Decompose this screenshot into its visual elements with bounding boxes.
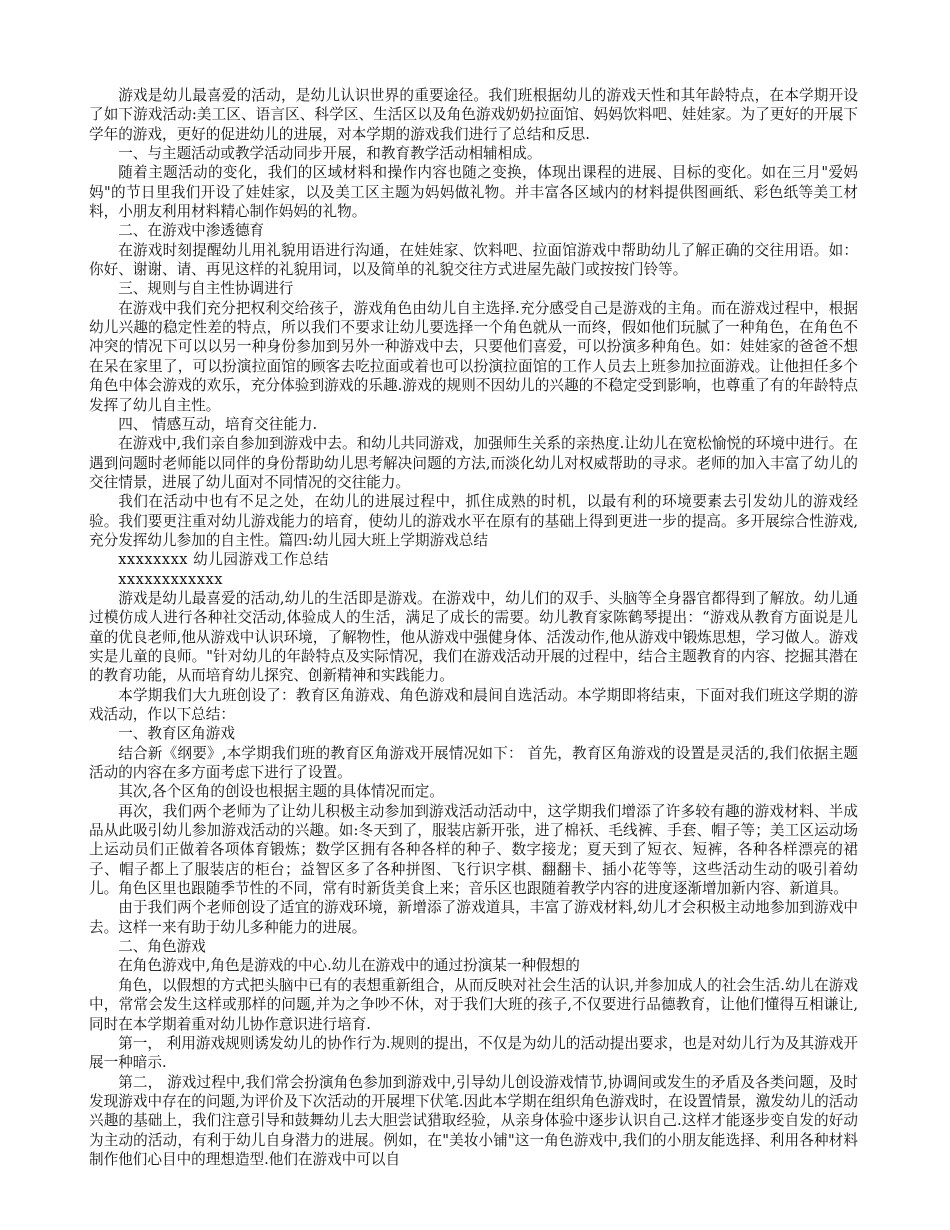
- doc-subtitle-line: xxxxxxxxxxxx: [118, 570, 223, 588]
- heading-section-4: 四、 情感互动，培育交往能力.: [118, 415, 318, 433]
- paragraph-role-first: 第一， 利用游戏规则诱发幼儿的协作行为.规则的提出，不仅是为幼儿的活动提出要求，也是对幼儿行为及其游戏开展一种暗示.: [89, 1034, 858, 1072]
- paragraph-section-4: 在游戏中,我们亲自参加到游戏中去。和幼儿共同游戏，加强师生关系的亲热度.让幼儿在宽松愉悦的环境中进行。在遇到问题时老师能以同伴的身份帮助幼儿思考解决问题的方法,而淡化幼儿对权威帮助的寻求。老师的加入丰富了幼儿的交往情景，进展了幼儿面对不同情况的交往能力。: [89, 435, 858, 491]
- paragraph-role-center: 在角色游戏中,角色是游戏的中心.幼儿在游戏中的通过扮演某一种假想的: [118, 957, 580, 975]
- heading-section-3: 三、规则与自主性协调进行: [118, 280, 294, 298]
- heading-section-1: 一、与主题活动或教学活动同步开展，和教育教学活动相辅相成。: [118, 145, 542, 163]
- paragraph-role-second: 第二， 游戏过程中,我们常会扮演角色参加到游戏中,引导幼儿创设游戏情节,协调间或发生的矛盾及各类问题，及时发现游戏中存在的问题,为评价及下次活动的开展埋下伏笔.因此本学期在组织角色游戏时，在设置情景，激发幼儿的活动兴趣的基础上，我们注意引导和鼓舞幼儿去大胆尝试猎取经验，从亲身体验中逐步认识自己.这样才能逐步变自发的好动为主动的活动，有利于幼儿自身潜力的进展。例如，在"美妆小铺"这一角色游戏中,我们的小朋友能选择、利用各种材料制作他们心目中的理想造型.他们在游戏中可以自: [89, 1073, 858, 1168]
- paragraph-section-2: 在游戏时刻提醒幼儿用礼貌用语进行沟通，在娃娃家、饮料吧、拉面馆游戏中帮助幼儿了解正确的交往用语。如：你好、谢谢、请、再见这样的礼貌用词，以及简单的礼貌交往方式进屋先敲门或按按门铃等。: [89, 241, 858, 279]
- paragraph-area-summary: 由于我们两个老师创设了适宜的游戏环境，新增添了游戏道具，丰富了游戏材料,幼儿才会积极主动地参加到游戏中去。这样一来有助于幼儿多种能力的进展。: [89, 899, 858, 936]
- doc-title-line: xxxxxxxx 幼儿园游戏工作总结: [118, 551, 330, 569]
- paragraph-area-third: 再次，我们两个老师为了让幼儿积极主动参加到游戏活动活动中，这学期我们增添了许多较有趣的游戏材料、半成品从此吸引幼儿参加游戏活动的兴趣。如:冬天到了，服装店新开张，进了棉袄、毛线裤、手套、帽子等；美工区运动场上运动员们正做着各项体育锻炼；数学区拥有各种各样的种子、数字接龙；夏天到了短衣、短裤，各种各样漂亮的裙子、帽子都上了服装店的柜台；益智区多了各种拼图、飞行识字棋、翻翻卡、插小花等等，这些活动生动的吸引着幼儿。角色区里也跟随季节性的不同，常有时新货美食上来；音乐区也跟随着教学内容的进度逐渐增加新内容、新道具。: [89, 802, 858, 898]
- paragraph-reflection: 我们在活动中也有不足之处，在幼儿的进展过程中，抓住成熟的时机，以最有利的环境要素去引发幼儿的游戏经验。我们要更注重对幼儿游戏能力的培育，使幼儿的游戏水平在原有的基础上得到更进一步的提高。多开展综合性游戏,充分发挥幼儿参加的自主性。篇四:幼儿园大班上学期游戏总结: [89, 493, 858, 549]
- paragraph-section-3: 在游戏中我们充分把权利交给孩子，游戏角色由幼儿自主选择.充分感受自己是游戏的主角。而在游戏过程中，根据幼儿兴趣的稳定性差的特点，所以我们不要求让幼儿要选择一个角色就从一而终，假如他们玩腻了一种角色，在角色不冲突的情况下可以以另一种身份参加到另外一种游戏中去，只要他们喜爱，可以扮演多种角色。如：娃娃家的爸爸不想在呆在家里了，可以扮演拉面馆的顾客去吃拉面或着也可以扮演拉面馆的工作人员去上班参加拉面游戏。让他担任多个角色中体会游戏的欢乐，充分体验到游戏的乐趣.游戏的规则不因幼儿的兴趣的不稳定受到影响，也尊重了有的年龄特点发挥了幼儿自主性。: [89, 299, 858, 414]
- paragraph-game-intro: 游戏是幼儿最喜爱的活动,幼儿的生活即是游戏。在游戏中，幼儿们的双手、头脑等全身器官都得到了解放。幼儿通过模仿成人进行各种社交活动,体验成人的生活，满足了成长的需要。幼儿教育家陈鹤琴提出：“游戏从教育方面说是儿童的优良老师,他从游戏中认识环境，了解物性，他从游戏中强健身体、活泼动作,他从游戏中锻炼思想，学习做人。游戏实是儿童的良师。"针对幼儿的年龄特点及实际情况，我们在游戏活动开展的过程中，结合主题教育的内容、挖掘其潜在的教育功能，从而培育幼儿探究、创新精神和实践能力。: [89, 589, 858, 685]
- paragraph-semester-plan: 本学期我们大九班创设了：教育区角游戏、角色游戏和晨间自选活动。本学期即将结束，下面对我们班这学期的游戏活动，作以下总结：: [89, 686, 858, 723]
- paragraph-area-second: 其次,各个区角的创设也根据主题的具体情况而定。: [118, 783, 444, 801]
- paragraph-area-first: 结合新《纲要》,本学期我们班的教育区角游戏开展情况如下： 首先，教育区角游戏的设置是灵活的,我们依据主题活动的内容在多方面考虑下进行了设置。: [89, 744, 858, 782]
- paragraph-role-imagine: 角色，以假想的方式把头脑中已有的表想重新组合，从而反映对社会生活的认识,并参加成人的社会生活.幼儿在游戏中，常常会发生这样或那样的问题,并为之争吵不休，对于我们大班的孩子,不仅要进行品德教育，让他们懂得互相谦让,同时在本学期着重对幼儿协作意识进行培育.: [89, 976, 858, 1033]
- paragraph-intro: 游戏是幼儿最喜爱的活动，是幼儿认识世界的重要途径。我们班根据幼儿的游戏天性和其年龄特点，在本学期开设了如下游戏活动:美工区、语言区、科学区、生活区以及角色游戏奶奶拉面馆、妈妈饮料吧、娃娃家。为了更好的开展下学年的游戏，更好的促进幼儿的进展，对本学期的游戏我们进行了总结和反思.: [89, 87, 858, 143]
- heading-area-games: 一、教育区角游戏: [118, 725, 235, 743]
- paragraph-section-1: 随着主题活动的变化，我们的区域材料和操作内容也随之变换，体现出课程的进展、目标的变化。如在三月"爱妈妈"的节日里我们开设了娃娃家，以及美工区主题为妈妈做礼物。并丰富各区域内的材料提供图画纸、彩色纸等美工材料，小朋友利用材料精心制作妈妈的礼物。: [89, 164, 858, 221]
- heading-role-games: 二、角色游戏: [118, 938, 206, 956]
- heading-section-2: 二、在游戏中渗透德育: [118, 222, 265, 240]
